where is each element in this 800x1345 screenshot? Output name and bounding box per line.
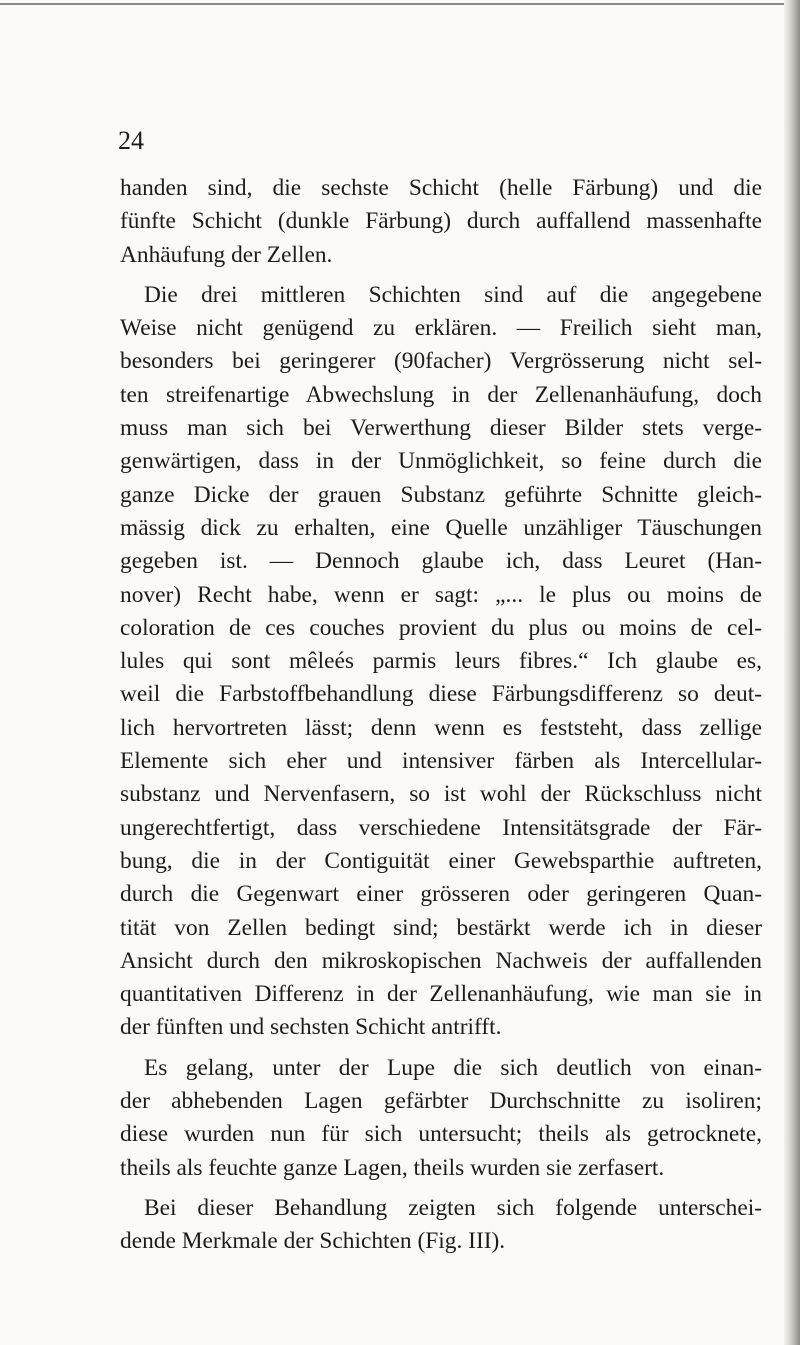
text-line: der abhebenden Lagen gefärbter Durchschnitte zu isoliren;	[120, 1088, 762, 1115]
text-line: weil die Farbstoffbehandlung diese Färbungsdifferenz so deut-	[120, 681, 762, 708]
text-line: ungerechtfertigt, dass verschiedene Intensitätsgrade der Fär-	[120, 814, 762, 841]
paragraph	[120, 1052, 762, 1185]
text-line: Die drei mittleren Schichten sind auf die angegebene	[144, 281, 762, 308]
text-line: diese wurden nun für sich untersucht; theils als getrocknete,	[120, 1121, 762, 1148]
text-line: muss man sich bei Verwerthung dieser Bilder stets verge-	[120, 415, 762, 442]
text-line: nover) Recht habe, wenn er sagt: „... le plus ou moins de	[120, 581, 762, 608]
paragraph	[120, 172, 762, 272]
text-line: Anhäufung der Zellen.	[120, 241, 333, 268]
text-line: Ansicht durch den mikroskopischen Nachweis der auffallenden	[120, 947, 762, 974]
page-number: 24	[118, 126, 144, 155]
text-line: Bei dieser Behandlung zeigten sich folgende unterschei-	[144, 1194, 762, 1221]
text-line: coloration de ces couches provient du plus ou moins de cel-	[120, 614, 762, 641]
text-line: ten streifenartige Abwechslung in der Zellenanhäufung, doch	[120, 381, 762, 408]
text-line: tität von Zellen bedingt sind; bestärkt werde ich in dieser	[120, 914, 762, 941]
text-line: quantitativen Differenz in der Zellenanhäufung, wie man sie in	[120, 981, 762, 1008]
top-rule	[0, 3, 790, 5]
text-line: Es gelang, unter der Lupe die sich deutlich von einan-	[144, 1054, 762, 1081]
paragraph	[120, 1192, 762, 1259]
body-text	[120, 172, 762, 1259]
text-line: dende Merkmale der Schichten (Fig. III).	[120, 1228, 506, 1255]
text-line: durch die Gegenwart einer grösseren oder geringeren Quan-	[120, 881, 762, 908]
text-line: lules qui sont mêleés parmis leurs fibres.“ Ich glaube es,	[120, 648, 762, 675]
paragraph-gap	[120, 1045, 762, 1052]
page-edge-shadow	[784, 0, 800, 1345]
text-line: Elemente sich eher und intensiver färben als Intercellular-	[120, 748, 762, 775]
text-line: der fünften und sechsten Schicht antrifft.	[120, 1014, 502, 1041]
text-line: gegeben ist. — Dennoch glaube ich, dass Leuret (Han-	[120, 548, 762, 575]
paragraph	[120, 279, 762, 1045]
text-line: lich hervortreten lässt; denn wenn es feststeht, dass zellige	[120, 714, 762, 741]
text-line: theils als feuchte ganze Lagen, theils wurden sie zerfasert.	[120, 1154, 665, 1181]
text-line: mässig dick zu erhalten, eine Quelle unzähliger Täuschungen	[120, 514, 762, 541]
text-line: Weise nicht genügend zu erklären. — Freilich sieht man,	[120, 315, 762, 342]
paragraph-gap	[120, 272, 762, 279]
text-line: substanz und Nervenfasern, so ist wohl der Rückschluss nicht	[120, 781, 762, 808]
paragraph-gap	[120, 1185, 762, 1192]
text-line: handen sind, die sechste Schicht (helle Färbung) und die	[120, 175, 762, 201]
text-line: ganze Dicke der grauen Substanz geführte Schnitte gleich-	[120, 481, 762, 508]
text-line: besonders bei geringerer (90facher) Vergrösserung nicht sel-	[120, 348, 762, 375]
text-line: genwärtigen, dass in der Unmöglichkeit, so feine durch die	[120, 448, 762, 475]
text-line: bung, die in der Contiguität einer Gewebsparthie auftreten,	[120, 847, 762, 874]
text-line: fünfte Schicht (dunkle Färbung) durch auffallend massenhafte	[120, 208, 762, 235]
